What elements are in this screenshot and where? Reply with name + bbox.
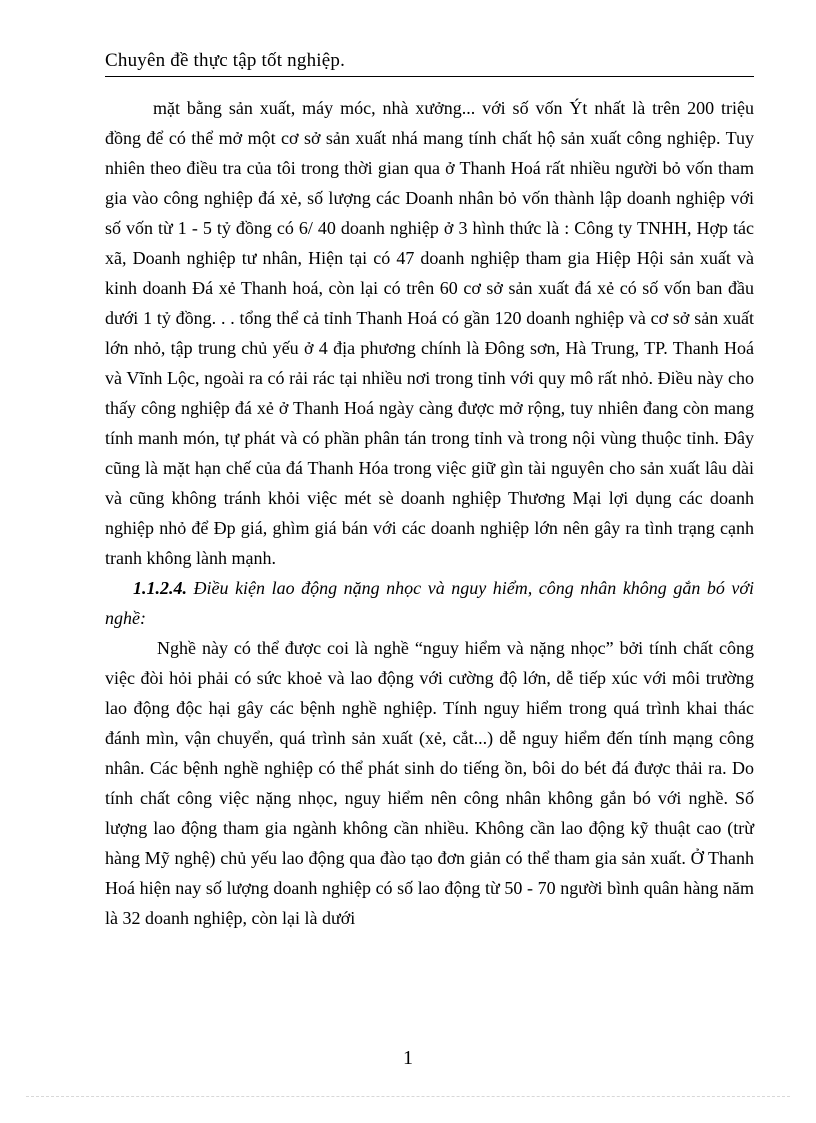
page-bottom-divider bbox=[26, 1096, 790, 1097]
document-body bbox=[105, 93, 754, 933]
header-title: Chuyên đề thực tập tốt nghiệp. bbox=[105, 50, 346, 71]
section-number: 1.1.2.4. bbox=[133, 578, 187, 598]
page-number: 1 bbox=[403, 1047, 413, 1069]
body-paragraph: mặt bằng sản xuất, máy móc, nhà xưởng... với số vốn Ýt nhất là trên 200 triệu đồng để có thể mở một cơ sở sản xuất nhá mang tính chất hộ sản xuất công nghiệp. Tuy nhiên theo điều tra của tôi trong thời gian qua ở Thanh Hoá rất nhiều người bỏ vốn tham gia vào công nghiệp đá xẻ, số lượng các Doanh nhân bỏ vốn thành lập doanh nghiệp với số vốn từ 1 - 5 tỷ đồng có 6/ 40 doanh nghiệp ở 3 hình thức là : Công ty TNHH, Hợp tác xã, Doanh nghiệp tư nhân, Hiện tại có 47 doanh nghiệp tham gia Hiệp Hội sản xuất và kinh doanh Đá xẻ Thanh hoá, còn lại có trên 60 cơ sở sản xuất đá xẻ có số vốn ban đầu dưới 1 tỷ đồng. . . tổng thể cả tỉnh Thanh Hoá có gần 120 doanh nghiệp và cơ sở sản xuất lớn nhỏ, tập trung chủ yếu ở 4 địa phương chính là Đông sơn, Hà Trung, TP. Thanh Hoá và Vĩnh Lộc, ngoài ra có rải rác tại nhiều nơi trong tỉnh với quy mô rất nhỏ. Điều này cho thấy công nghiệp đá xẻ ở Thanh Hoá ngày càng được mở rộng, tuy nhiên đang còn mang tính manh món, tự phát và có phần phân tán trong tỉnh và trong nội vùng thuộc tỉnh. Đây cũng là mặt hạn chế của đá Thanh Hóa trong việc giữ gìn tài nguyên cho sản xuất lâu dài và cũng không tránh khỏi việc mét sè doanh nghiệp Thương Mại lợi dụng các doanh nghiệp nhỏ để Ðp giá, ghìm giá bán với các doanh nghiệp lớn nên gây ra tình trạng cạnh tranh không lành mạnh. bbox=[105, 98, 754, 568]
page-header bbox=[105, 48, 754, 77]
body-paragraph: Nghề này có thể được coi là nghề “nguy hiểm và nặng nhọc” bởi tính chất công việc đòi hỏi phải có sức khoẻ và lao động với cường độ lớn, dễ tiếp xúc với môi trường lao động độc hại gây các bệnh nghề nghiệp. Tính nguy hiểm trong quá trình khai thác đánh mìn, vận chuyển, quá trình sản xuất (xẻ, cắt...) dễ nguy hiểm đến tính mạng công nhân. Các bệnh nghề nghiệp có thể phát sinh do tiếng ồn, bôi do bét đá được thải ra. Do tính chất công việc nặng nhọc, nguy hiểm nên công nhân không gắn bó với nghề. Số lượng lao động tham gia ngành không cần nhiều. Không cần lao động kỹ thuật cao (trừ hàng Mỹ nghệ) chủ yếu lao động qua đào tạo đơn giản có thể tham gia sản xuất. Ở Thanh Hoá hiện nay số lượng doanh nghiệp có số lao động từ 50 - 70 người bình quân hàng năm là 32 doanh nghiệp, còn lại là dưới bbox=[105, 638, 754, 928]
section-title: Điều kiện lao động nặng nhọc và nguy hiểm, công nhân không gắn bó với nghề: bbox=[105, 578, 755, 628]
section-heading bbox=[105, 573, 754, 633]
